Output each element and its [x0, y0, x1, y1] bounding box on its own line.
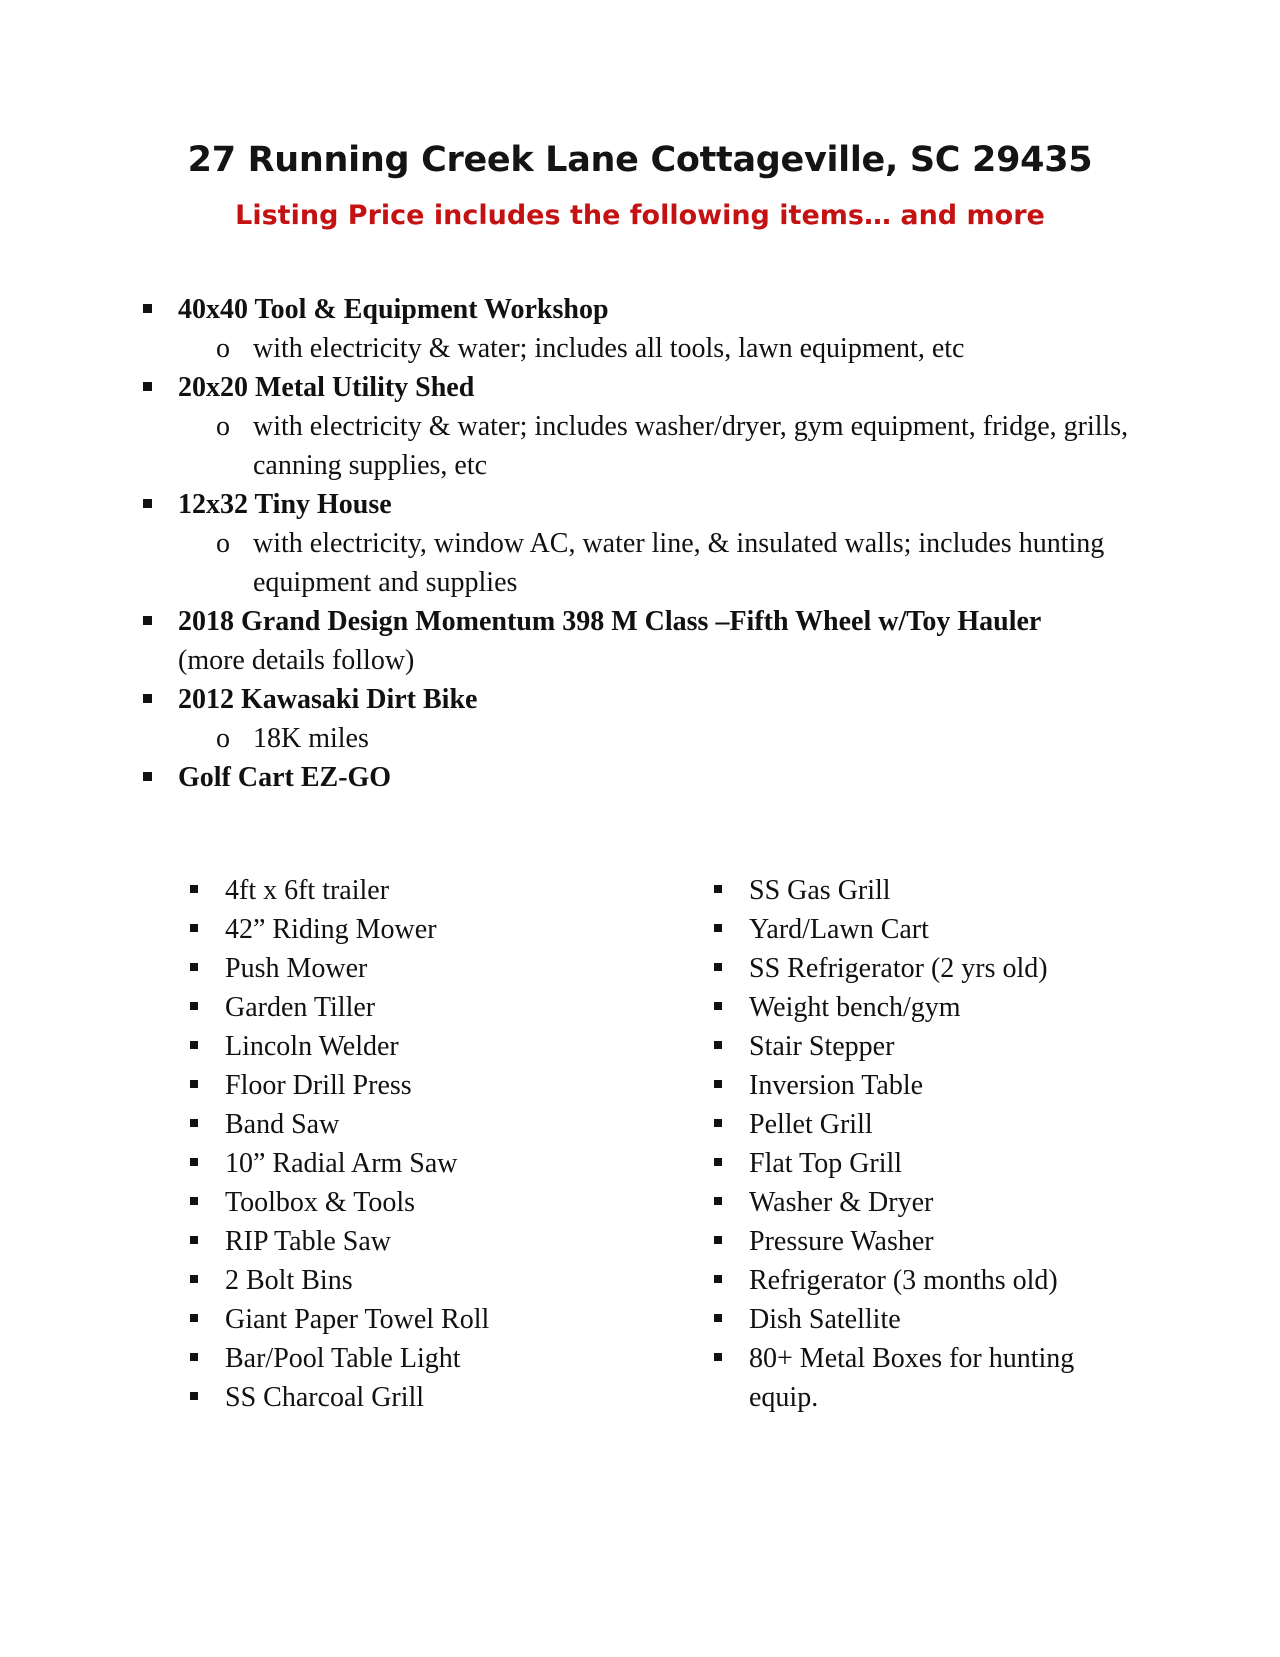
square-bullet-icon	[143, 694, 152, 703]
list-item	[190, 1183, 670, 1222]
list-item-text: Pressure Washer	[749, 1226, 934, 1257]
list-item	[714, 1300, 1134, 1339]
list-item	[714, 1339, 1134, 1417]
square-bullet-icon	[714, 1041, 722, 1049]
list-item-text: Inversion Table	[749, 1070, 924, 1101]
page-subtitle: Listing Price includes the following items… and more	[235, 200, 1045, 231]
square-bullet-icon	[190, 1236, 198, 1244]
circle-bullet-icon: o	[216, 411, 230, 442]
sub-item	[0, 524, 1153, 602]
square-bullet-icon	[714, 1275, 722, 1283]
list-item	[0, 680, 1138, 719]
square-bullet-icon	[190, 1392, 198, 1400]
list-item-text: Floor Drill Press	[225, 1070, 412, 1101]
square-bullet-icon	[714, 1119, 722, 1127]
square-bullet-icon	[143, 772, 152, 781]
list-item	[714, 1222, 1134, 1261]
list-item-text: SS Refrigerator (2 yrs old)	[749, 953, 1048, 984]
square-bullet-icon	[190, 885, 198, 893]
sub-item-text: with electricity & water; includes all tools, lawn equipment, etc	[253, 333, 965, 364]
list-item	[190, 1222, 670, 1261]
sub-item-text: with electricity, window AC, water line, & insulated walls; includes hunting equipment and supplies	[253, 528, 1105, 598]
list-item	[714, 910, 1134, 949]
item-label: 20x20 Metal Utility Shed	[178, 372, 475, 403]
list-item	[714, 988, 1134, 1027]
list-item	[190, 871, 670, 910]
sub-item-text: with electricity & water; includes washer/dryer, gym equipment, fridge, grills, canning supplies, etc	[253, 411, 1129, 481]
square-bullet-icon	[143, 499, 152, 508]
list-item	[0, 368, 1138, 407]
page-title: 27 Running Creek Lane Cottageville, SC 29435	[187, 140, 1093, 180]
square-bullet-icon	[714, 1080, 722, 1088]
square-bullet-icon	[714, 1236, 722, 1244]
item-label: 40x40 Tool & Equipment Workshop	[178, 294, 609, 325]
list-item	[714, 1066, 1134, 1105]
list-item-text: SS Gas Grill	[749, 875, 891, 906]
list-item	[190, 1261, 670, 1300]
item-label: 2018 Grand Design Momentum 398 M Class –Fifth Wheel w/Toy Hauler	[178, 606, 1042, 637]
list-item	[714, 1261, 1134, 1300]
list-item-text: Refrigerator (3 months old)	[749, 1265, 1058, 1296]
list-item	[190, 1378, 670, 1417]
square-bullet-icon	[190, 1353, 198, 1361]
sub-item	[0, 719, 1153, 758]
square-bullet-icon	[190, 1080, 198, 1088]
list-item-text: Washer & Dryer	[749, 1187, 934, 1218]
list-item	[0, 758, 1138, 797]
square-bullet-icon	[190, 924, 198, 932]
square-bullet-icon	[714, 1314, 722, 1322]
list-item	[190, 1027, 670, 1066]
list-item-text: Toolbox & Tools	[225, 1187, 416, 1218]
list-item	[190, 949, 670, 988]
square-bullet-icon	[143, 304, 152, 313]
list-item	[714, 1144, 1134, 1183]
list-item	[714, 949, 1134, 988]
square-bullet-icon	[190, 1119, 198, 1127]
list-item	[190, 1066, 670, 1105]
list-item-text: Bar/Pool Table Light	[225, 1343, 461, 1374]
circle-bullet-icon: o	[216, 723, 230, 754]
list-item	[190, 1105, 670, 1144]
right-column-list	[714, 871, 1134, 1417]
item-note: (more details follow)	[178, 645, 415, 676]
left-column-list	[190, 871, 670, 1417]
list-item-text: Weight bench/gym	[749, 992, 961, 1023]
square-bullet-icon	[143, 382, 152, 391]
list-item-text: Yard/Lawn Cart	[749, 914, 929, 945]
square-bullet-icon	[714, 963, 722, 971]
square-bullet-icon	[143, 616, 152, 625]
item-label: 12x32 Tiny House	[178, 489, 392, 520]
list-item	[0, 290, 1138, 329]
square-bullet-icon	[714, 1158, 722, 1166]
circle-bullet-icon: o	[216, 528, 230, 559]
list-item-text: 42” Riding Mower	[225, 914, 437, 945]
list-item-text: 4ft x 6ft trailer	[225, 875, 390, 906]
list-item	[190, 1144, 670, 1183]
list-item-text: Push Mower	[225, 953, 368, 984]
square-bullet-icon	[190, 1002, 198, 1010]
square-bullet-icon	[714, 1353, 722, 1361]
item-label: Golf Cart EZ-GO	[178, 762, 392, 793]
square-bullet-icon	[190, 963, 198, 971]
sub-item-text: 18K miles	[253, 723, 369, 754]
list-item	[190, 1300, 670, 1339]
list-item	[714, 871, 1134, 910]
circle-bullet-icon: o	[216, 333, 230, 364]
list-item-text: Lincoln Welder	[225, 1031, 399, 1062]
sub-item	[0, 329, 1153, 368]
list-item-text: Garden Tiller	[225, 992, 376, 1023]
list-item-text: Flat Top Grill	[749, 1148, 903, 1179]
list-item	[190, 910, 670, 949]
item-label: 2012 Kawasaki Dirt Bike	[178, 684, 478, 715]
list-item-text: SS Charcoal Grill	[225, 1382, 425, 1413]
list-item-text: RIP Table Saw	[225, 1226, 392, 1257]
main-items-list	[0, 290, 1280, 797]
sub-item	[0, 407, 1153, 485]
list-item	[714, 1105, 1134, 1144]
square-bullet-icon	[714, 885, 722, 893]
square-bullet-icon	[190, 1197, 198, 1205]
list-item-text: Dish Satellite	[749, 1304, 901, 1335]
list-item	[190, 1339, 670, 1378]
square-bullet-icon	[190, 1041, 198, 1049]
list-item-text: 80+ Metal Boxes for hunting equip.	[749, 1343, 1075, 1413]
list-item-text: Stair Stepper	[749, 1031, 895, 1062]
list-item-text: Pellet Grill	[749, 1109, 873, 1140]
square-bullet-icon	[714, 924, 722, 932]
square-bullet-icon	[714, 1197, 722, 1205]
square-bullet-icon	[190, 1275, 198, 1283]
list-item-text: 2 Bolt Bins	[225, 1265, 353, 1296]
list-item	[190, 988, 670, 1027]
list-item-text: Band Saw	[225, 1109, 340, 1140]
list-item	[714, 1183, 1134, 1222]
list-item-text: Giant Paper Towel Roll	[225, 1304, 490, 1335]
list-item	[714, 1027, 1134, 1066]
list-item	[0, 485, 1138, 524]
square-bullet-icon	[190, 1314, 198, 1322]
square-bullet-icon	[714, 1002, 722, 1010]
list-item	[0, 602, 1138, 680]
square-bullet-icon	[190, 1158, 198, 1166]
list-item-text: 10” Radial Arm Saw	[225, 1148, 458, 1179]
